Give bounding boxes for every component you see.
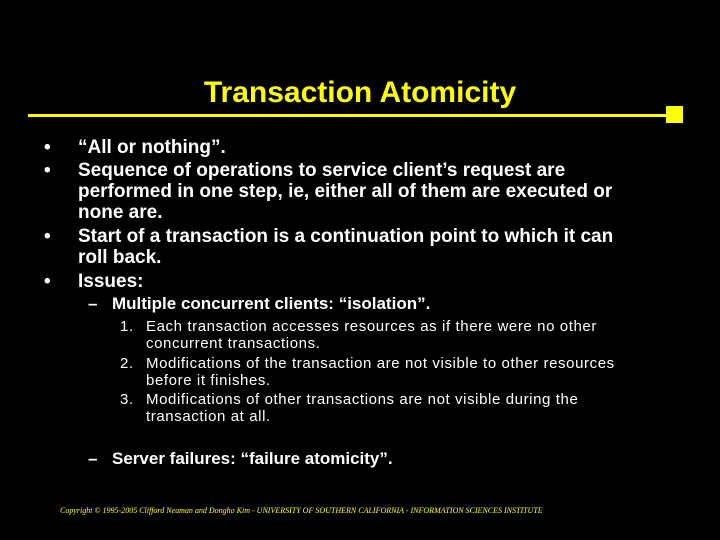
bullet-marker: • [44,271,51,292]
bullet-text: Start of a transaction is a continuation point to which it can roll back. [78,226,614,268]
sub-bullet-marker: – [88,449,98,468]
bullet-marker: • [44,160,51,181]
numbered-text: Each transaction accesses resources as if there were no other concurrent transactions. [146,318,597,352]
sub-bullet-text: Multiple concurrent clients: “isolation”. [112,294,431,313]
numbered-marker: 3. [120,391,134,408]
numbered-marker: 2. [120,355,134,372]
numbered-text: Modifications of the transaction are not visible to other resources before it finishes. [146,355,615,389]
copyright-footer: Copyright © 1995-2005 Clifford Neuman and Dongho Kim - UNIVERSITY OF SOUTHERN CALIFORNIA - INFORMATION SCIENCES INSTITUTE [60,506,543,515]
bullet-text: Sequence of operations to service client’s request are performed in one step, ie, either all of them are executed or none are. [78,160,613,223]
title-underline-end-square [666,106,683,123]
bullet-text: Issues: [78,271,144,292]
sub-bullet-text: Server failures: “failure atomicity”. [112,449,393,468]
numbered-marker: 1. [120,318,134,335]
slide-title: Transaction Atomicity [203,76,517,109]
bullet-marker: • [44,226,51,247]
title-underline [28,114,668,117]
bullet-text: “All or nothing”. [78,137,226,158]
sub-bullet-marker: – [88,294,98,313]
bullet-marker: • [44,137,51,158]
numbered-text: Modifications of other transactions are not visible during the transaction at all. [146,391,579,425]
